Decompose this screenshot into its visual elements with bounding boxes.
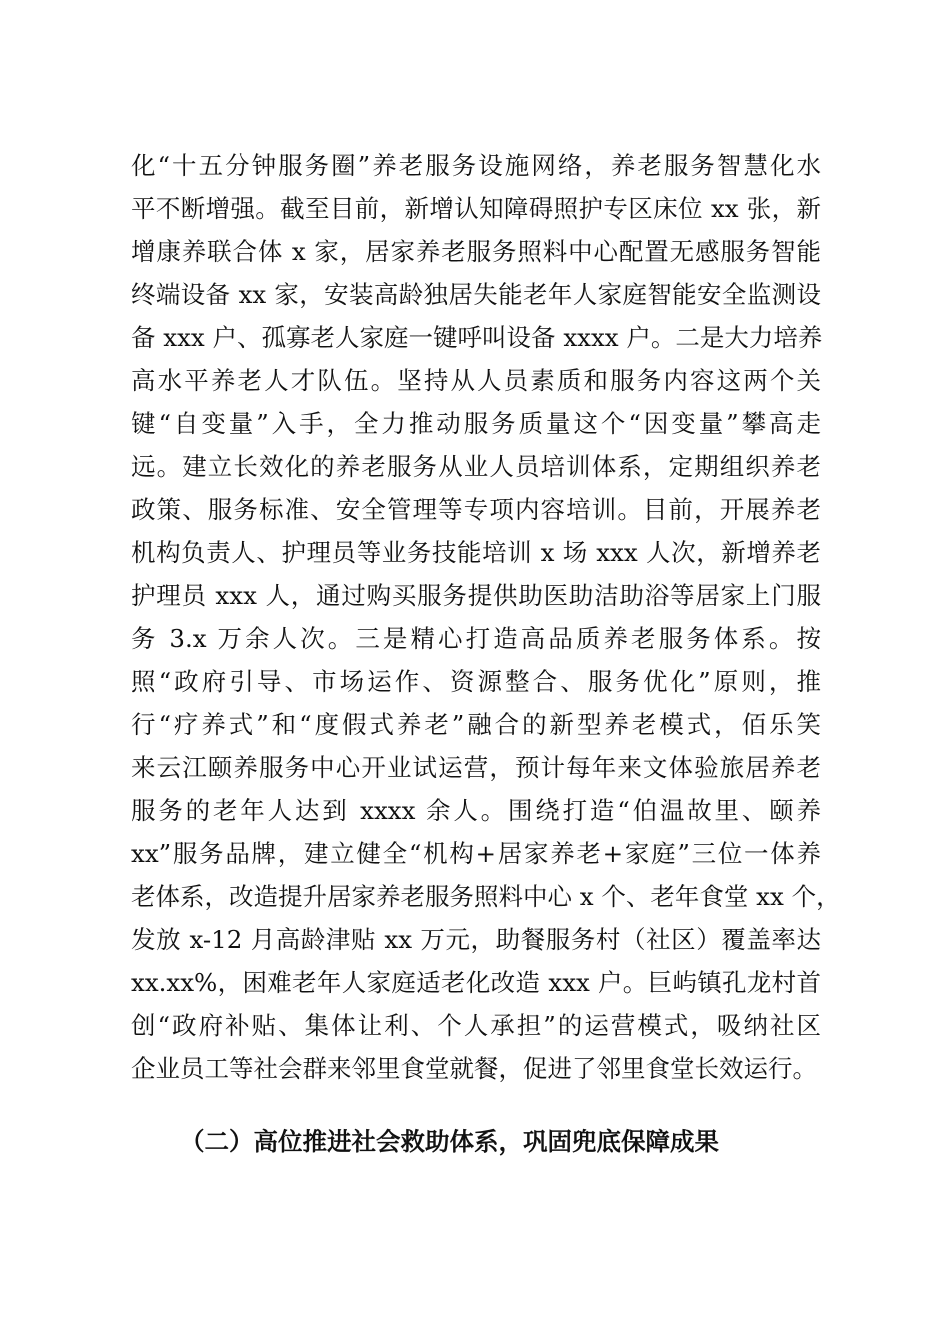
body-line: 高水平养老人才队伍。坚持从人员素质和服务内容这两个关: [131, 366, 821, 395]
body-line: 发放 x-12 月高龄津贴 xx 万元，助餐服务村（社区）覆盖率达: [131, 925, 821, 954]
body-line: 政策、服务标准、安全管理等专项内容培训。目前，开展养老: [131, 495, 821, 524]
body-line: 照“政府引导、市场运作、资源整合、服务优化”原则，推: [131, 667, 821, 696]
body-line: 创“政府补贴、集体让利、个人承担”的运营模式，吸纳社区: [131, 1011, 821, 1040]
body-line: 机构负责人、护理员等业务技能培训 x 场 xxx 人次，新增养老: [131, 538, 821, 567]
body-line: 备 xxx 户、孤寡老人家庭一键呼叫设备 xxxx 户。二是大力培养: [131, 323, 823, 352]
body-line: 远。建立长效化的养老服务从业人员培训体系，定期组织养老: [131, 452, 821, 481]
body-line: 老体系，改造提升居家养老服务照料中心 x 个、老年食堂 xx 个，: [131, 882, 841, 911]
body-line: 企业员工等社会群来邻里食堂就餐，促进了邻里食堂长效运行。: [131, 1054, 817, 1083]
body-line: 护理员 xxx 人，通过购买服务提供助医助洁助浴等居家上门服: [131, 581, 821, 610]
body-line: 行“疗养式”和“度假式养老”融合的新型养老模式，佰乐笑: [131, 710, 821, 739]
body-line: 增康养联合体 x 家，居家养老服务照料中心配置无感服务智能: [131, 237, 821, 266]
body-line: xx”服务品牌，建立健全“机构+居家养老+家庭”三位一体养: [131, 839, 821, 868]
body-line: 键“自变量”入手，全力推动服务质量这个“因变量”攀高走: [131, 409, 821, 438]
body-line: xx.xx%，困难老年人家庭适老化改造 xxx 户。巨屿镇孔龙村首: [131, 968, 821, 997]
body-line: 来云江颐养服务中心开业试运营，预计每年来文体验旅居养老: [131, 753, 821, 782]
body-line: 平不断增强。截至目前，新增认知障碍照护专区床位 xx 张，新: [131, 194, 821, 223]
body-line: 化“十五分钟服务圈”养老服务设施网络，养老服务智慧化水: [131, 151, 821, 180]
body-line: 务 3.x 万余人次。三是精心打造高品质养老服务体系。按: [131, 624, 821, 653]
section-heading: （二）高位推进社会救助体系，巩固兜底保障成果: [180, 1127, 719, 1156]
body-line: 服务的老年人达到 xxxx 余人。围绕打造“伯温故里、颐养: [131, 796, 821, 825]
body-line: 终端设备 xx 家，安装高龄独居失能老年人家庭智能安全监测设: [131, 280, 821, 309]
